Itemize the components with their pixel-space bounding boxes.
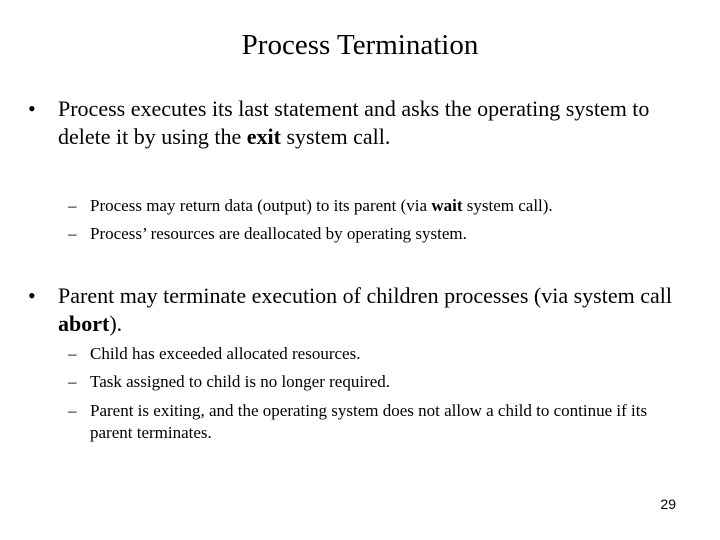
sub-bullet-item xyxy=(68,223,668,245)
bullet-item xyxy=(28,95,688,151)
bullet-text-part: Process executes its last statement and asks the operating system to delete it by using the xyxy=(58,96,650,149)
bullet-bold-term: exit xyxy=(246,124,281,149)
sub-bullet-text: Task assigned to child is no longer required. xyxy=(90,372,391,391)
sub-bullet-item xyxy=(68,400,668,444)
dash-icon: – xyxy=(68,196,77,215)
bullet-text xyxy=(58,282,688,338)
sub-bullet-text: Process’ resources are deallocated by operating system. xyxy=(90,224,467,243)
bullet-text-part: Parent may terminate execution of children processes (via system call xyxy=(58,283,672,308)
sub-bullet-text: Child has exceeded allocated resources. xyxy=(90,344,361,363)
bullet-item xyxy=(28,282,688,338)
sub-bullet-text-part: system call). xyxy=(462,196,553,215)
dash-icon: – xyxy=(68,401,77,420)
bullet-text xyxy=(58,95,688,151)
sub-bullet-item xyxy=(68,343,668,365)
sub-bullet-text xyxy=(90,195,668,217)
sub-bullet-text: Parent is exiting, and the operating system does not allow a child to continue if its parent terminates. xyxy=(90,401,648,442)
sub-bullet-item xyxy=(68,371,668,393)
sub-bullet-text-part: Process may return data (output) to its parent (via xyxy=(90,196,432,215)
sub-bullet-item xyxy=(68,195,668,217)
bullet-icon: • xyxy=(28,96,36,121)
dash-icon: – xyxy=(68,224,77,243)
dash-icon: – xyxy=(68,344,77,363)
sub-bullet-bold-term: wait xyxy=(431,196,463,215)
bullet-icon: • xyxy=(28,283,36,308)
bullet-bold-term: abort xyxy=(58,311,110,336)
bullet-text-part: ). xyxy=(109,311,123,336)
slide-title: Process Termination xyxy=(241,29,479,61)
bullet-text-part: system call. xyxy=(281,124,391,149)
page-number: 29 xyxy=(660,496,676,512)
dash-icon: – xyxy=(68,372,77,391)
